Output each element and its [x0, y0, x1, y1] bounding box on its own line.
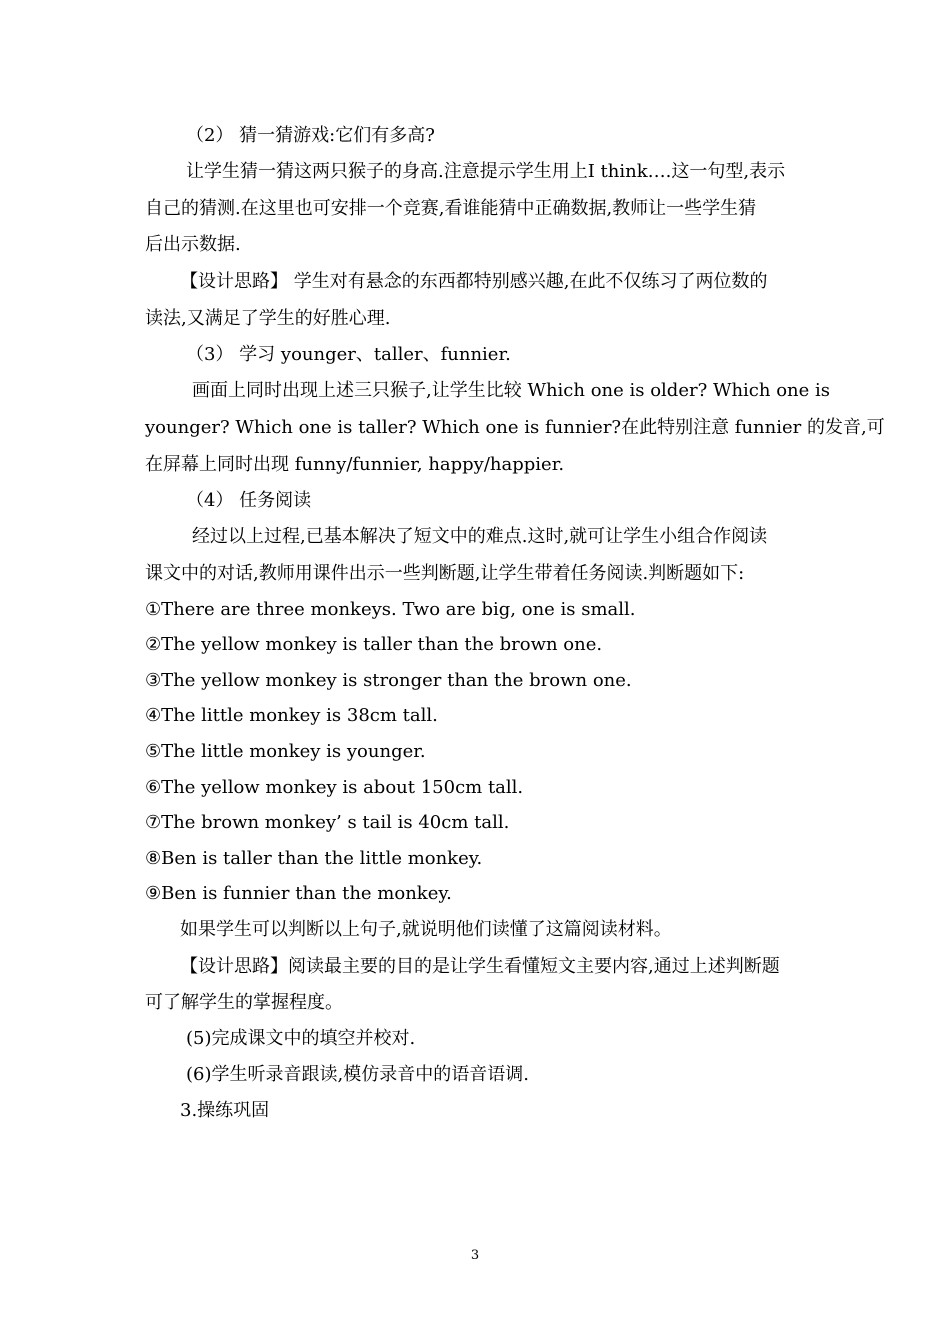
paragraph-line: 经过以上过程,已基本解决了短文中的难点.这时,就可让学生小组合作阅读	[192, 526, 768, 547]
judgment-item: ⑥The yellow monkey is about 150cm tall.	[145, 777, 524, 798]
paragraph-line: 课文中的对话,教师用课件出示一些判断题,让学生带着任务阅读.判断题如下:	[145, 563, 745, 584]
design-idea-line: 【设计思路】 学生对有悬念的东西都特别感兴趣,在此不仅练习了两位数的	[180, 271, 768, 292]
paragraph-line: 后出示数据.	[145, 234, 241, 255]
paragraph-line: 如果学生可以判断以上句子,就说明他们读懂了这篇阅读材料。	[180, 919, 672, 940]
page-number: 3	[470, 1248, 480, 1263]
judgment-item: ⑦The brown monkey’ s tail is 40cm tall.	[145, 812, 510, 833]
heading-task-reading: （4） 任务阅读	[186, 490, 312, 511]
judgment-item: ③The yellow monkey is stronger than the brown one.	[145, 670, 632, 691]
paragraph-line: 自己的猜测.在这里也可安排一个竞赛,看谁能猜中正确数据,教师让一些学生猜	[145, 198, 757, 219]
judgment-item: ④The little monkey is 38cm tall.	[145, 705, 438, 726]
judgment-item: ⑤The little monkey is younger.	[145, 741, 426, 762]
step-line: (5)完成课文中的填空并校对.	[186, 1028, 416, 1049]
heading-guess-game: （2） 猜一猜游戏:它们有多高?	[186, 125, 435, 146]
paragraph-line: 在屏幕上同时出现 funny/funnier, happy/happier.	[145, 454, 565, 475]
judgment-item: ①There are three monkeys. Two are big, one is small.	[145, 599, 636, 620]
paragraph-line: younger? Which one is taller? Which one is funnier?在此特别注意 funnier 的发音,可	[145, 417, 885, 438]
step-line: (6)学生听录音跟读,模仿录音中的语音语调.	[186, 1064, 529, 1085]
design-idea-line: 可了解学生的掌握程度。	[145, 992, 343, 1013]
heading-learn-comparatives: （3） 学习 younger、taller、funnier.	[186, 344, 511, 365]
judgment-item: ⑧Ben is taller than the little monkey.	[145, 848, 483, 869]
judgment-item: ②The yellow monkey is taller than the brown one.	[145, 634, 603, 655]
design-idea-line: 读法,又满足了学生的好胜心理.	[145, 308, 391, 329]
paragraph-line: 画面上同时出现上述三只猴子,让学生比较 Which one is older? Which one is	[192, 380, 830, 401]
section-heading-practice: 3.操练巩固	[180, 1100, 270, 1121]
judgment-item: ⑨Ben is funnier than the monkey.	[145, 883, 452, 904]
paragraph-line: 让学生猜一猜这两只猴子的身高.注意提示学生用上I think….这一句型,表示	[186, 161, 786, 182]
design-idea-line: 【设计思路】阅读最主要的目的是让学生看懂短文主要内容,通过上述判断题	[180, 956, 780, 977]
